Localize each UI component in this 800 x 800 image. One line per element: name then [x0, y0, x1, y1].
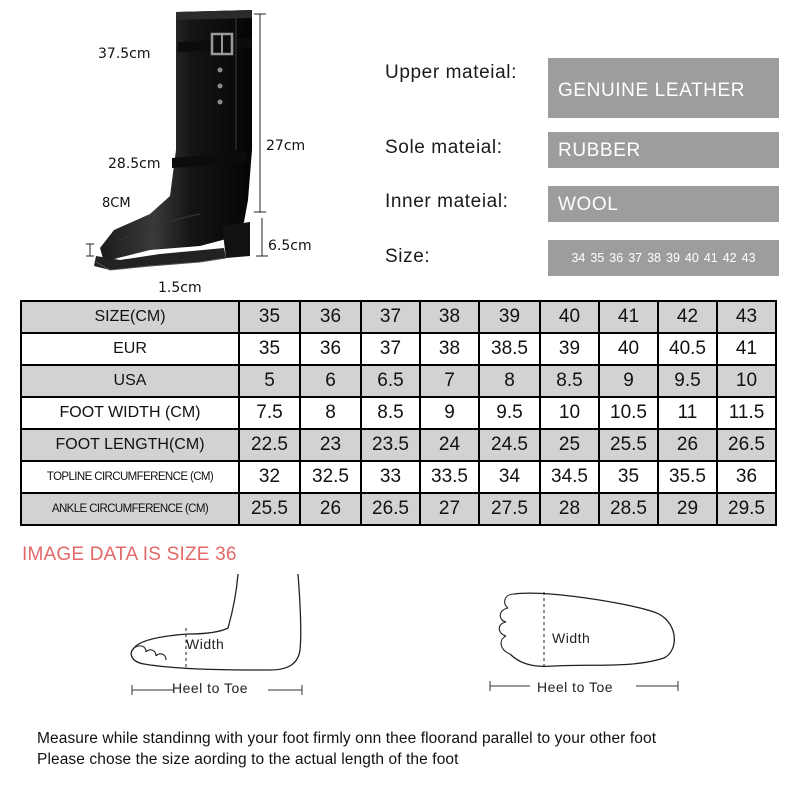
table-cell: 8: [300, 397, 361, 429]
instruction-line: Measure while standinng with your foot firmly onn thee floorand parallel to your other foot: [37, 730, 657, 747]
table-row: [21, 397, 776, 429]
size-option: 34: [571, 251, 586, 265]
table-cell: 28: [540, 493, 599, 525]
table-cell: 35: [239, 333, 300, 365]
table-cell: 24.5: [479, 429, 540, 461]
instruction-line: Please chose the size aording to the actual length of the foot: [37, 751, 459, 768]
table-cell: 22.5: [239, 429, 300, 461]
size-option: 35: [590, 251, 605, 265]
table-row: [21, 301, 776, 333]
table-cell: 7: [420, 365, 479, 397]
table-cell: 40.5: [658, 333, 717, 365]
table-cell: 10: [717, 365, 776, 397]
table-cell: 9: [420, 397, 479, 429]
table-cell: 11: [658, 397, 717, 429]
spec-value: GENUINE LEATHER: [548, 58, 779, 118]
table-cell: 43: [717, 301, 776, 333]
table-cell: 5: [239, 365, 300, 397]
platform-dimension: 1.5cm: [158, 280, 202, 296]
table-cell: 26: [658, 429, 717, 461]
table-cell: 42: [658, 301, 717, 333]
table-cell: 32.5: [300, 461, 361, 493]
table-cell: 8.5: [361, 397, 420, 429]
table-cell: 38.5: [479, 333, 540, 365]
row-header: EUR: [21, 333, 239, 365]
table-cell: 27.5: [479, 493, 540, 525]
spec-inner-material: [385, 186, 785, 226]
table-cell: 36: [300, 333, 361, 365]
table-cell: 8: [479, 365, 540, 397]
spec-value: WOOL: [548, 186, 779, 222]
size-option: 39: [666, 251, 680, 265]
table-cell: 36: [717, 461, 776, 493]
size-option: 42: [722, 251, 737, 265]
table-cell: 9.5: [658, 365, 717, 397]
table-cell: 24: [420, 429, 479, 461]
size-option: 37: [628, 251, 643, 265]
table-cell: 26.5: [361, 493, 420, 525]
size-option: 36: [609, 251, 624, 265]
size-chart-table: [20, 300, 777, 526]
table-cell: 40: [540, 301, 599, 333]
table-cell: 33: [361, 461, 420, 493]
spec-label: Inner mateial:: [385, 191, 509, 212]
table-cell: 28.5: [599, 493, 658, 525]
side-length-label: Heel to Toe: [172, 680, 249, 696]
table-cell: 25.5: [599, 429, 658, 461]
table-cell: 23: [300, 429, 361, 461]
size-option: 43: [741, 251, 756, 265]
table-cell: 39: [540, 333, 599, 365]
row-header: FOOT LENGTH(CM): [21, 429, 239, 461]
table-cell: 29.5: [717, 493, 776, 525]
table-cell: 35: [599, 461, 658, 493]
table-cell: 41: [717, 333, 776, 365]
row-header: FOOT WIDTH (CM): [21, 397, 239, 429]
size-option: 41: [703, 251, 718, 265]
top-length-label: Heel to Toe: [537, 679, 614, 695]
table-row: [21, 365, 776, 397]
table-cell: 8.5: [540, 365, 599, 397]
table-row: [21, 493, 776, 525]
table-row: [21, 461, 776, 493]
table-cell: 6: [300, 365, 361, 397]
table-cell: 34.5: [540, 461, 599, 493]
table-cell: 37: [361, 301, 420, 333]
table-cell: 35.5: [658, 461, 717, 493]
table-cell: 27: [420, 493, 479, 525]
table-cell: 32: [239, 461, 300, 493]
row-header: SIZE(CM): [21, 301, 239, 333]
table-cell: 26: [300, 493, 361, 525]
spec-upper-material: [385, 58, 785, 101]
table-cell: 10.5: [599, 397, 658, 429]
side-width-label: Width: [186, 636, 225, 652]
table-cell: 36: [300, 301, 361, 333]
heel-height-dimension: 6.5cm: [268, 238, 312, 254]
table-cell: 25.5: [239, 493, 300, 525]
table-cell: 23.5: [361, 429, 420, 461]
boot-illustration: [0, 0, 370, 300]
spec-label: Sole mateial:: [385, 137, 503, 158]
table-cell: 11.5: [717, 397, 776, 429]
available-sizes: [548, 240, 779, 276]
table-cell: 34: [479, 461, 540, 493]
spec-value: RUBBER: [548, 132, 779, 168]
row-header: USA: [21, 365, 239, 397]
table-cell: 9.5: [479, 397, 540, 429]
size-option: 38: [647, 251, 661, 265]
size-option: 40: [684, 251, 699, 265]
size-label: Size:: [385, 246, 431, 267]
table-cell: 41: [599, 301, 658, 333]
table-row: [21, 333, 776, 365]
table-cell: 40: [599, 333, 658, 365]
table-row: [21, 429, 776, 461]
table-cell: 35: [239, 301, 300, 333]
table-cell: 6.5: [361, 365, 420, 397]
table-cell: 37: [361, 333, 420, 365]
spec-sole-material: [385, 132, 785, 172]
top-width-label: Width: [552, 630, 591, 646]
table-cell: 39: [479, 301, 540, 333]
table-cell: 26.5: [717, 429, 776, 461]
table-cell: 29: [658, 493, 717, 525]
table-cell: 33.5: [420, 461, 479, 493]
row-header: ANKLE CIRCUMFERENCE (CM): [21, 493, 239, 525]
table-cell: 7.5: [239, 397, 300, 429]
table-cell: 10: [540, 397, 599, 429]
row-header: TOPLINE CIRCUMFERENCE (CM): [21, 461, 239, 493]
shaft-height-dimension: 27cm: [266, 138, 306, 154]
shaft-top-dimension: 37.5cm: [98, 46, 151, 62]
image-data-note: IMAGE DATA IS SIZE 36: [22, 544, 237, 565]
table-cell: 25: [540, 429, 599, 461]
boot-image: [0, 0, 370, 300]
table-cell: 38: [420, 333, 479, 365]
table-cell: 38: [420, 301, 479, 333]
ankle-dimension: 28.5cm: [108, 156, 161, 172]
instep-dimension: 8CM: [102, 196, 131, 211]
table-cell: 9: [599, 365, 658, 397]
spec-label: Upper mateial:: [385, 62, 517, 83]
